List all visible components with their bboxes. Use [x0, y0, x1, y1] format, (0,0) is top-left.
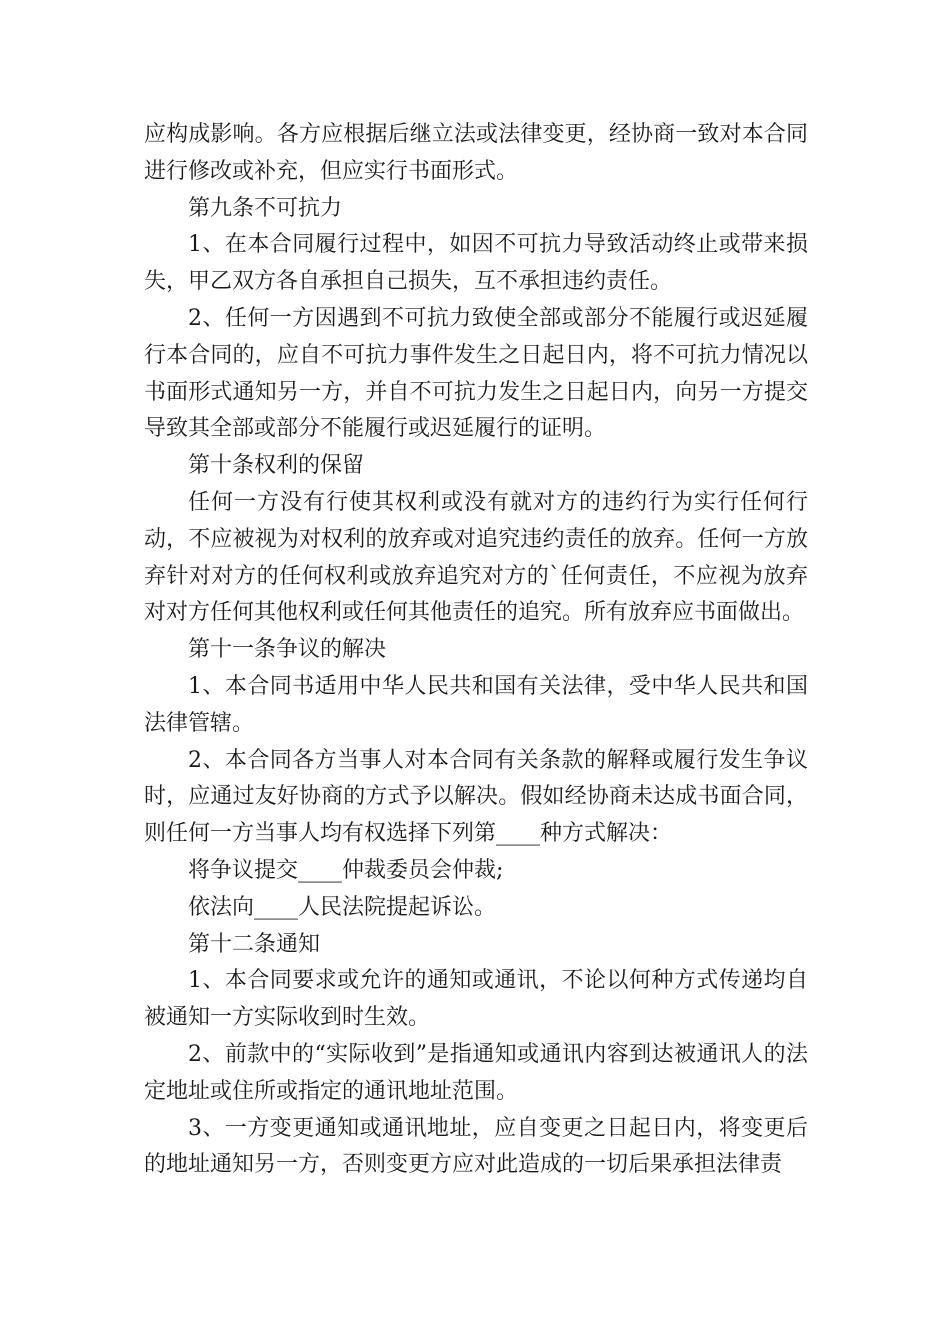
- section-heading: 第十条权利的保留: [188, 453, 365, 479]
- paragraph: 1、在本合同履行过程中，如因不可抗力导致活动终止或带来损失，甲乙双方各自承担自己损失，互不承担违约责任。: [144, 232, 808, 295]
- paragraph: 2、任何一方因遇到不可抗力致使全部或部分不能履行或迟延履行本合同的，应自不可抗力事件发生之日起日内，将不可抗力情况以书面形式通知另一方，并自不可抗力发生之日起日内，向另一方提交导致其全部或部分不能履行或迟延履行的证明。: [144, 305, 808, 442]
- section-heading: 第九条不可抗力: [188, 195, 343, 221]
- section-heading: 第十一条争议的解决: [188, 637, 387, 663]
- paragraph: 任何一方没有行使其权利或没有就对方的违约行为实行任何行动，不应被视为对权利的放弃或对追究违约责任的放弃。任何一方放弃针对对方的任何权利或放弃追究对方的`任何责任，不应视为放弃对对方任何其他权利或任何其他责任的追究。所有放弃应书面做出。: [144, 489, 808, 626]
- paragraph: 依法向____人民法院提起诉讼。: [188, 894, 497, 920]
- paragraph: 2、本合同各方当事人对本合同有关条款的解释或履行发生争议时，应通过友好协商的方式予以解决。假如经协商未达成书面合同，则任何一方当事人均有权选择下列第____种方式解决：: [144, 747, 808, 847]
- paragraph: 1、本合同书适用中华人民共和国有关法律，受中华人民共和国法律管辖。: [144, 673, 808, 736]
- paragraph: 2、前款中的“实际收到”是指通知或通讯内容到达被通讯人的法定地址或住所或指定的通讯地址范围。: [144, 1041, 808, 1104]
- section-heading: 第十二条通知: [188, 931, 321, 957]
- paragraph: 将争议提交____仲裁委员会仲裁;: [188, 857, 504, 883]
- paragraph: 1、本合同要求或允许的通知或通讯，不论以何种方式传递均自被通知一方实际收到时生效。: [144, 968, 808, 1031]
- paragraph: 3、一方变更通知或通讯地址，应自变更之日起日内，将变更后的地址通知另一方，否则变更方应对此造成的一切后果承担法律责: [144, 1115, 808, 1178]
- document-page: [144, 117, 808, 1184]
- paragraph: 应构成影响。各方应根据后继立法或法律变更，经协商一致对本合同进行修改或补充，但应实行书面形式。: [144, 122, 808, 184]
